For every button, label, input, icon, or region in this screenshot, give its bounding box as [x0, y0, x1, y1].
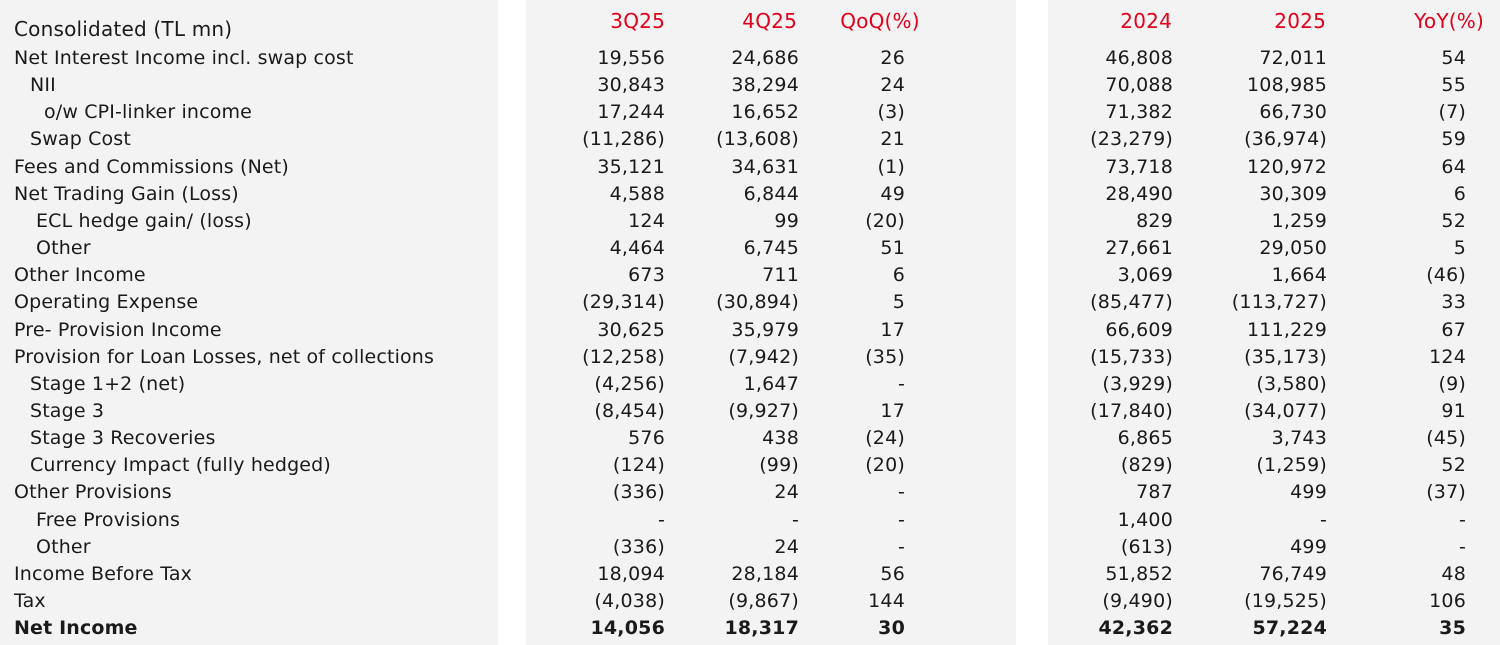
cell-4q25: (9,867) — [728, 590, 799, 612]
cell-yoy: (37) — [1426, 481, 1466, 504]
cell-3q25: 673 — [628, 264, 665, 287]
cell-yoy: 6 — [1453, 182, 1466, 205]
cell-qoq: (3) — [877, 101, 905, 124]
col-header-2025: 2025 — [1274, 9, 1326, 33]
cell-3q25: 576 — [628, 427, 665, 450]
cell-2024: 6,865 — [1117, 427, 1173, 450]
cell-2025: (1,259) — [1256, 454, 1327, 477]
cell-3q25: - — [657, 508, 665, 531]
cell-4q25: - — [791, 508, 799, 531]
cell-yoy: (7) — [1438, 101, 1466, 124]
cell-2024: 829 — [1136, 209, 1173, 232]
cell-qoq: 51 — [880, 237, 905, 260]
cell-3q25: 4,588 — [609, 182, 665, 205]
cell-qoq: 30 — [878, 617, 905, 640]
cell-qoq: (20) — [865, 454, 905, 477]
cell-2024: (829) — [1120, 454, 1173, 477]
cell-4q25: (30,894) — [716, 291, 799, 314]
cell-2025: (19,525) — [1244, 590, 1327, 612]
cell-4q25: 6,844 — [743, 182, 799, 205]
cell-2025: 3,743 — [1271, 427, 1327, 450]
cell-2024: 27,661 — [1105, 237, 1173, 260]
col-header-yoy: YoY(%) — [1414, 9, 1484, 33]
cell-2025: 29,050 — [1259, 237, 1327, 260]
cell-3q25: (11,286) — [582, 128, 665, 151]
cell-2024: 3,069 — [1117, 264, 1173, 287]
cell-3q25: (8,454) — [594, 399, 665, 422]
cell-4q25: 18,317 — [724, 617, 799, 640]
cell-2025: (35,173) — [1244, 345, 1327, 368]
row-label: NII — [30, 74, 56, 97]
cell-2025: (3,580) — [1256, 372, 1327, 395]
cell-4q25: (9,927) — [728, 399, 799, 422]
table-row — [0, 588, 1500, 615]
col-header-qoq: QoQ(%) — [840, 9, 920, 33]
row-label: Swap Cost — [30, 128, 131, 151]
cell-yoy: 55 — [1441, 74, 1466, 97]
table-title: Consolidated (TL mn) — [14, 17, 233, 41]
cell-qoq: 26 — [880, 47, 905, 69]
cell-2024: 42,362 — [1098, 617, 1173, 640]
table-row — [0, 235, 1500, 262]
cell-4q25: (7,942) — [728, 345, 799, 368]
cell-qoq: 24 — [880, 74, 905, 97]
table-row — [0, 344, 1500, 371]
row-label: Fees and Commissions (Net) — [14, 155, 289, 178]
cell-qoq: (1) — [877, 155, 905, 178]
cell-2024: (17,840) — [1090, 399, 1173, 422]
row-label: Stage 1+2 (net) — [30, 372, 186, 395]
cell-yoy: 67 — [1441, 318, 1466, 341]
cell-4q25: (13,608) — [716, 128, 799, 151]
row-label: Tax — [14, 590, 46, 612]
table-row — [0, 479, 1500, 506]
cell-4q25: 1,647 — [743, 372, 799, 395]
cell-qoq: 17 — [880, 399, 905, 422]
cell-qoq: - — [897, 535, 905, 558]
cell-2025: - — [1319, 508, 1327, 531]
cell-yoy: 52 — [1441, 454, 1466, 477]
cell-2024: 70,088 — [1105, 74, 1173, 97]
cell-qoq: (35) — [865, 345, 905, 368]
cell-qoq: (20) — [865, 209, 905, 232]
cell-yoy: 59 — [1441, 128, 1466, 151]
cell-2024: 46,808 — [1105, 47, 1173, 69]
cell-yoy: 33 — [1441, 291, 1466, 314]
row-label: Operating Expense — [14, 291, 199, 314]
cell-qoq: 21 — [880, 128, 905, 151]
row-label: Net Income — [14, 617, 138, 640]
cell-qoq: 56 — [880, 562, 905, 585]
row-label: Income Before Tax — [14, 562, 193, 585]
cell-yoy: 106 — [1429, 590, 1466, 612]
table-row — [0, 126, 1500, 153]
cell-2025: (113,727) — [1231, 291, 1327, 314]
cell-2025: 499 — [1290, 535, 1327, 558]
cell-yoy: (9) — [1438, 372, 1466, 395]
cell-3q25: (12,258) — [582, 345, 665, 368]
table-row — [0, 452, 1500, 479]
cell-2025: 76,749 — [1259, 562, 1327, 585]
table-row — [0, 317, 1500, 344]
cell-4q25: 35,979 — [731, 318, 799, 341]
row-label: Currency Impact (fully hedged) — [30, 454, 331, 477]
cell-4q25: 38,294 — [731, 74, 799, 97]
cell-3q25: (4,256) — [594, 372, 665, 395]
table-row — [0, 99, 1500, 126]
cell-2024: 73,718 — [1105, 155, 1173, 178]
table-row — [0, 371, 1500, 398]
cell-2025: 108,985 — [1247, 74, 1327, 97]
cell-2025: 120,972 — [1247, 155, 1327, 178]
table-row — [0, 181, 1500, 208]
cell-yoy: 54 — [1441, 47, 1466, 69]
cell-yoy: 64 — [1441, 155, 1466, 178]
cell-4q25: 438 — [762, 427, 799, 450]
cell-3q25: 19,556 — [597, 47, 665, 69]
cell-4q25: 28,184 — [731, 562, 799, 585]
cell-2024: 787 — [1136, 481, 1173, 504]
cell-2024: (3,929) — [1102, 372, 1173, 395]
row-label: Net Interest Income incl. swap cost — [14, 47, 354, 69]
cell-3q25: 30,843 — [597, 74, 665, 97]
cell-yoy: 91 — [1441, 399, 1466, 422]
cell-3q25: 18,094 — [597, 562, 665, 585]
cell-4q25: 711 — [762, 264, 799, 287]
row-label: o/w CPI-linker income — [44, 101, 252, 124]
row-label: Provision for Loan Losses, net of collections — [14, 345, 435, 368]
cell-4q25: 24 — [774, 481, 799, 504]
cell-qoq: 6 — [892, 264, 905, 287]
cell-4q25: 34,631 — [731, 155, 799, 178]
cell-yoy: - — [1458, 508, 1466, 531]
row-label: Other Income — [14, 264, 146, 287]
cell-yoy: (45) — [1426, 427, 1466, 450]
col-header-3q25: 3Q25 — [610, 9, 665, 33]
row-label: Stage 3 — [30, 399, 105, 422]
cell-3q25: 17,244 — [597, 101, 665, 124]
cell-3q25: 35,121 — [597, 155, 665, 178]
table-row — [0, 615, 1500, 642]
cell-qoq: - — [897, 372, 905, 395]
cell-2024: 1,400 — [1117, 508, 1173, 531]
cell-2025: 30,309 — [1259, 182, 1327, 205]
cell-3q25: (29,314) — [582, 291, 665, 314]
cell-yoy: 124 — [1429, 345, 1466, 368]
table-row — [0, 534, 1500, 561]
cell-2025: 1,259 — [1271, 209, 1327, 232]
cell-2025: 72,011 — [1259, 47, 1327, 69]
cell-3q25: (124) — [612, 454, 665, 477]
cell-2024: (23,279) — [1090, 128, 1173, 151]
table-row — [0, 45, 1500, 72]
cell-3q25: 14,056 — [590, 617, 665, 640]
cell-2024: (613) — [1120, 535, 1173, 558]
cell-yoy: (46) — [1426, 264, 1466, 287]
cell-2025: 66,730 — [1259, 101, 1327, 124]
cell-3q25: 124 — [628, 209, 665, 232]
col-header-2024: 2024 — [1120, 9, 1172, 33]
cell-2024: (85,477) — [1090, 291, 1173, 314]
cell-yoy: 52 — [1441, 209, 1466, 232]
cell-yoy: 5 — [1453, 237, 1466, 260]
cell-qoq: 144 — [868, 590, 905, 612]
table-row — [0, 72, 1500, 99]
cell-3q25: (336) — [612, 535, 665, 558]
cell-yoy: - — [1458, 535, 1466, 558]
row-label: ECL hedge gain/ (loss) — [36, 209, 252, 232]
row-label: Other — [36, 237, 91, 260]
cell-2025: 499 — [1290, 481, 1327, 504]
cell-2024: (9,490) — [1102, 590, 1173, 612]
cell-4q25: 24 — [774, 535, 799, 558]
cell-2025: 57,224 — [1252, 617, 1327, 640]
cell-3q25: (4,038) — [594, 590, 665, 612]
cell-3q25: 4,464 — [609, 237, 665, 260]
cell-qoq: - — [897, 481, 905, 504]
table-row — [0, 561, 1500, 588]
cell-yoy: 48 — [1441, 562, 1466, 585]
cell-qoq: 17 — [880, 318, 905, 341]
cell-4q25: 16,652 — [731, 101, 799, 124]
cell-2024: 51,852 — [1105, 562, 1173, 585]
row-label: Other — [36, 535, 91, 558]
table-row — [0, 208, 1500, 235]
col-header-4q25: 4Q25 — [742, 9, 797, 33]
cell-qoq: - — [897, 508, 905, 531]
cell-3q25: 30,625 — [597, 318, 665, 341]
row-label: Stage 3 Recoveries — [30, 427, 216, 450]
cell-4q25: 24,686 — [731, 47, 799, 69]
row-label: Free Provisions — [36, 508, 181, 531]
cell-4q25: 6,745 — [743, 237, 799, 260]
cell-3q25: (336) — [612, 481, 665, 504]
cell-4q25: (99) — [759, 454, 799, 477]
table-row — [0, 154, 1500, 181]
cell-qoq: 49 — [880, 182, 905, 205]
row-label: Other Provisions — [14, 481, 172, 504]
table-row — [0, 425, 1500, 452]
cell-2024: (15,733) — [1090, 345, 1173, 368]
table-row — [0, 262, 1500, 289]
table-row — [0, 507, 1500, 534]
row-label: Net Trading Gain (Loss) — [14, 182, 239, 205]
table-row — [0, 289, 1500, 316]
cell-2024: 28,490 — [1105, 182, 1173, 205]
cell-2025: 111,229 — [1247, 318, 1327, 341]
cell-2025: (34,077) — [1244, 399, 1327, 422]
cell-2024: 66,609 — [1105, 318, 1173, 341]
cell-qoq: (24) — [865, 427, 905, 450]
cell-2025: 1,664 — [1271, 264, 1327, 287]
cell-2024: 71,382 — [1105, 101, 1173, 124]
table-row — [0, 398, 1500, 425]
cell-yoy: 35 — [1439, 617, 1466, 640]
cell-2025: (36,974) — [1244, 128, 1327, 151]
cell-4q25: 99 — [774, 209, 799, 232]
cell-qoq: 5 — [892, 291, 905, 314]
row-label: Pre- Provision Income — [14, 318, 222, 341]
